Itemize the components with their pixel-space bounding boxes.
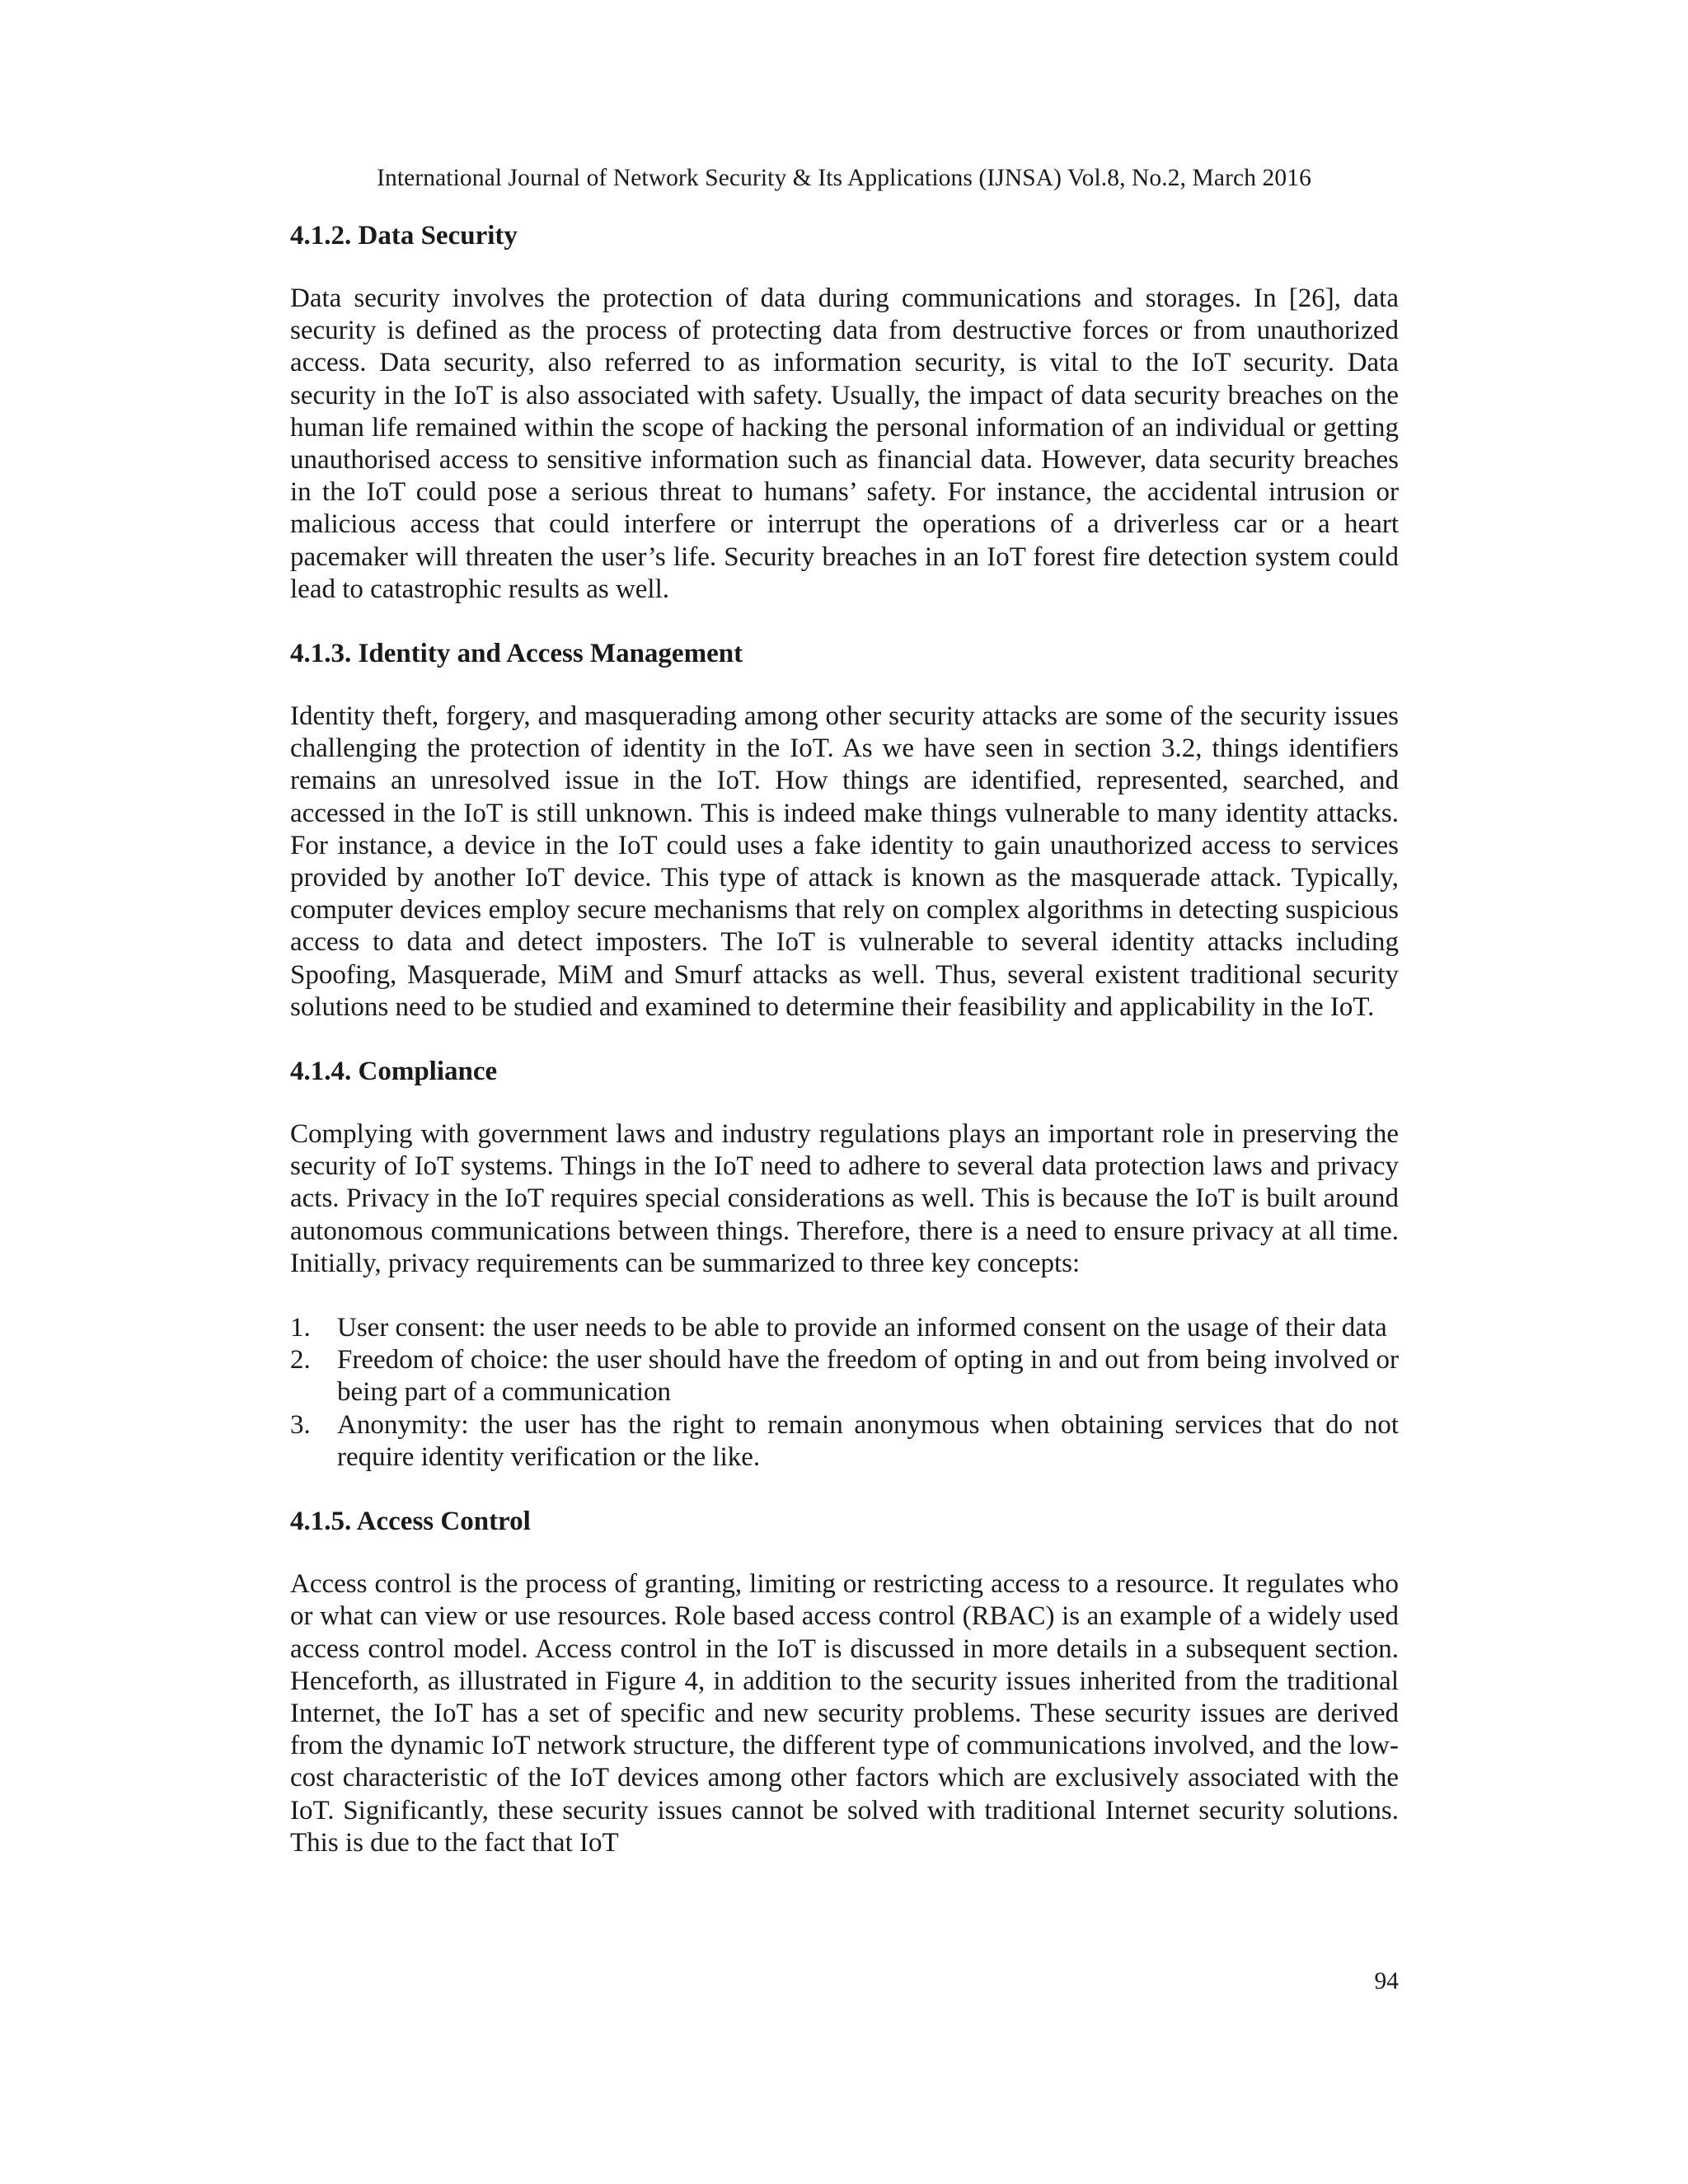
- list-item: [290, 1344, 1399, 1408]
- list-item: [290, 1409, 1399, 1474]
- paragraph-access-control: Access control is the process of granting, limiting or restricting access to a resource. It regulates who or what can view or use resources. Role based access control (RBAC) is an example of a widely used access control model. Access control in the IoT is discussed in more details in a subsequent section. Henceforth, as illustrated in Figure 4, in addition to the security issues inherited from the traditional Internet, the IoT has a set of specific and new security problems. These security issues are derived from the dynamic IoT network structure, the different type of communications involved, and the low-cost characteristic of the IoT devices among other factors which are exclusively associated with the IoT. Significantly, these security issues cannot be solved with traditional Internet security solutions. This is due to the fact that IoT: [290, 1569, 1399, 1858]
- list-item-text: Anonymity: the user has the right to remain anonymous when obtaining services that do not require identity verification or the like.: [337, 1409, 1399, 1472]
- paragraph-identity-access: Identity theft, forgery, and masquerading among other security attacks are some of the security issues challenging the protection of identity in the IoT. As we have seen in section 3.2, things identifiers remains an unresolved issue in the IoT. How things are identified, represented, searched, and accessed in the IoT is still unknown. This is indeed make things vulnerable to many identity attacks. For instance, a device in the IoT could uses a fake identity to gain unauthorized access to services provided by another IoT device. This type of attack is known as the masquerade attack. Typically, computer devices employ secure mechanisms that rely on complex algorithms in detecting suspicious access to data and detect imposters. The IoT is vulnerable to several identity attacks including Spoofing, Masquerade, MiM and Smurf attacks as well. Thus, several existent traditional security solutions need to be studied and examined to determine their feasibility and applicability in the IoT.: [290, 701, 1399, 1022]
- section-heading-compliance: 4.1.4. Compliance: [290, 1057, 498, 1087]
- paragraph-compliance: Complying with government laws and industry regulations plays an important role in preserving the security of IoT systems. Things in the IoT need to adhere to several data protection laws and privacy acts. Privacy in the IoT requires special considerations as well. This is because the IoT is built around autonomous communications between things. Therefore, there is a need to ensure privacy at all time. Initially, privacy requirements can be summarized to three key concepts:: [290, 1119, 1399, 1278]
- list-item-text: Freedom of choice: the user should have the freedom of opting in and out from being involved or being part of a communication: [337, 1345, 1399, 1408]
- list-item-number: 2.: [290, 1345, 311, 1376]
- page-content: [290, 219, 1399, 1859]
- section-heading-access-control: 4.1.5. Access Control: [290, 1507, 531, 1537]
- list-item-text: User consent: the user needs to be able to provide an informed consent on the usage of their data: [337, 1313, 1387, 1343]
- section-heading-data-security: 4.1.2. Data Security: [290, 221, 518, 251]
- list-item-number: 3.: [290, 1409, 311, 1440]
- list-item: [290, 1312, 1399, 1344]
- privacy-requirements-list: [290, 1312, 1399, 1474]
- paragraph-data-security: Data security involves the protection of data during communications and storages. In [26], data security is defined as the process of protecting data from destructive forces or from unauthorized access. Data security, also referred to as information security, is vital to the IoT security. Data security in the IoT is also associated with safety. Usually, the impact of data security breaches on the human life remained within the scope of hacking the personal information of an individual or getting unauthorised access to sensitive information such as financial data. However, data security breaches in the IoT could pose a serious threat to humans’ safety. For instance, the accidental intrusion or malicious access that could interfere or interrupt the operations of a driverless car or a heart pacemaker will threaten the user’s life. Security breaches in an IoT forest fire detection system could lead to catastrophic results as well.: [290, 284, 1399, 604]
- page-number: 94: [1374, 1968, 1399, 1994]
- section-heading-identity-access: 4.1.3. Identity and Access Management: [290, 639, 743, 669]
- running-header: International Journal of Network Security & Its Applications (IJNSA) Vol.8, No.2, March 2016: [377, 165, 1311, 191]
- list-item-number: 1.: [290, 1313, 311, 1343]
